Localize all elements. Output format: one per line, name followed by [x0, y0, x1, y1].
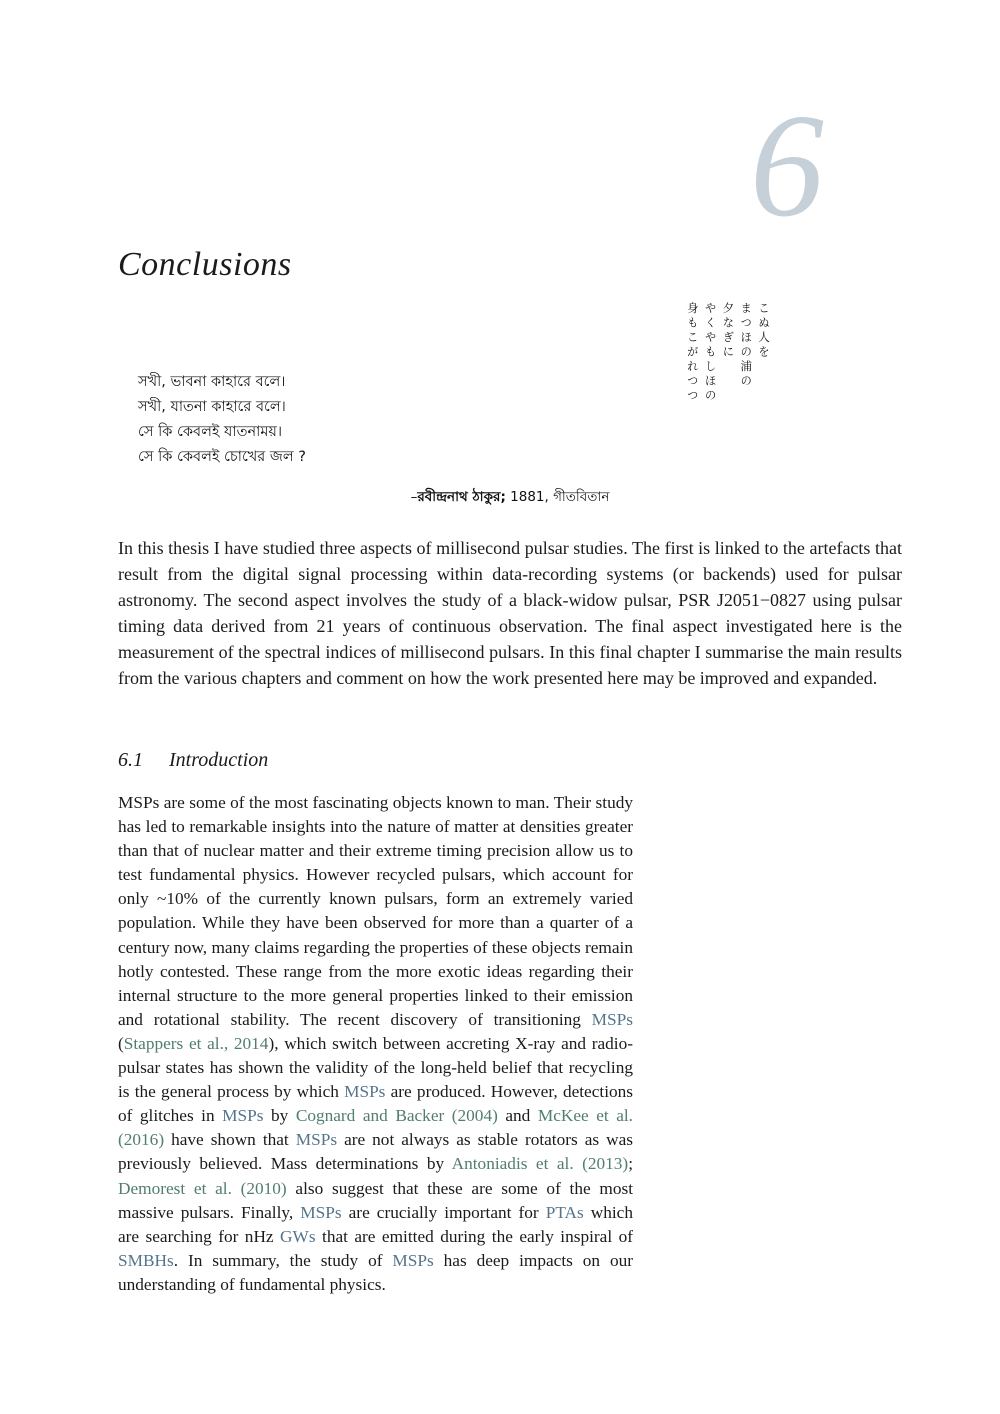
epigraph-attribution	[118, 486, 902, 509]
text-segment: are produced. However, detections of glitches in	[118, 1082, 633, 1126]
chapter-number: 6	[750, 84, 824, 248]
text-segment: has deep impacts on our understanding of fundamental physics.	[118, 1250, 634, 1294]
text-segment: . In summary, the study of	[173, 1250, 393, 1270]
section-heading	[118, 749, 268, 772]
section-number: 6.1	[118, 749, 143, 771]
text-segment: and	[497, 1106, 538, 1126]
acronym-link[interactable]: MSPs	[344, 1082, 386, 1102]
text-segment: are not always as stable rotators as was previously believed. Mass determinations by	[118, 1130, 633, 1174]
text-segment: –	[410, 489, 418, 505]
bengali-poem-line: সখী, যাতনা কাহারে বলে।	[138, 399, 286, 415]
bengali-poem-line: সে কি কেবলই যাতনাময়।	[138, 424, 283, 440]
text-segment: that are emitted during the early inspiral of	[315, 1226, 633, 1246]
japanese-poem-column: まつほの浦の	[739, 302, 754, 389]
text-segment: 1881, গীতবিতান	[505, 489, 610, 505]
acronym-link[interactable]: GWs	[280, 1226, 316, 1246]
acronym-link[interactable]: MSPs	[295, 1130, 338, 1150]
text-segment: have shown that	[164, 1130, 296, 1150]
chapter-title: Conclusions	[118, 246, 292, 283]
bengali-epigraph	[138, 370, 306, 470]
acronym-link[interactable]: PTAs	[545, 1202, 584, 1222]
text-segment: also suggest that these are some of the most massive pulsars. Finally,	[118, 1178, 633, 1222]
citation-link[interactable]: Stappers et al., 2014	[123, 1033, 269, 1053]
acronym-link[interactable]: MSPs	[591, 1009, 633, 1029]
text-segment: রবীন্দ্রনাথ ঠাকুর;	[417, 489, 506, 505]
acronym-link[interactable]: SMBHs	[118, 1250, 174, 1270]
text-segment: which are searching for nHz	[118, 1202, 633, 1246]
japanese-poem-column: こぬ人を	[757, 302, 771, 360]
chapter-lead-paragraph: In this thesis I have studied three aspects of millisecond pulsar studies. The first is linked to the artefacts that result from the digital signal processing within data-recording systems (or backends) used for pulsar astronomy. The second aspect involves the study of a black-widow pulsar, PSR J2051−0827 using pulsar timing data derived from 21 years of continuous observation. The final aspect investigated here is the measurement of the spectral indices of millisecond pulsars. In this final chapter I summarise the main results from the various chapters and comment on how the work presented here may be improved and expanded.	[118, 538, 902, 688]
japanese-epigraph	[683, 302, 772, 420]
japanese-poem-column: 身もこがれつつ	[685, 302, 700, 404]
acronym-link[interactable]: MSPs	[222, 1106, 264, 1126]
citation-link[interactable]: Antoniadis et al. (2013)	[451, 1154, 629, 1174]
text-segment: ), which switch between accreting X-ray and radio-pulsar states has shown the validity of the long-held belief that recycling is the general process by which	[118, 1033, 634, 1102]
text-segment: MSPs are some of the most fascinating objects known to man. Their study has led to remarkable insights into the nature of matter at densities greater than that of nuclear matter and their extreme timing precision allow us to test fundamental physics. However recycled pulsars, which account for only ~10% of the currently known pulsars, form an extremely varied population. While they have been observed for more than a quarter of a century now, many claims regarding the properties of these objects remain hotly contested. These range from the more exotic ideas regarding their internal structure to the more general properties linked to their emission and rotational stability. The recent discovery of transitioning	[118, 793, 633, 1029]
text-segment: (	[118, 1033, 124, 1053]
bengali-poem-line: সে কি কেবলই চোখের জল ?	[138, 449, 306, 465]
citation-link[interactable]: Cognard and Backer (2004)	[295, 1106, 498, 1126]
japanese-poem-column: やくやもしほの	[703, 302, 718, 404]
section-title: Introduction	[169, 749, 269, 771]
acronym-link[interactable]: MSPs	[392, 1250, 434, 1270]
citation-link[interactable]: Demorest et al. (2010)	[118, 1178, 287, 1198]
text-segment: are crucially important for	[341, 1202, 546, 1222]
introduction-paragraph	[118, 791, 633, 1297]
acronym-link[interactable]: MSPs	[300, 1202, 342, 1222]
text-segment: by	[263, 1106, 296, 1126]
citation-link[interactable]: McKee et al. (2016)	[118, 1106, 634, 1150]
text-segment: ;	[628, 1154, 633, 1174]
bengali-poem-line: সখী, ভাবনা কাহারে বলে।	[138, 374, 286, 390]
japanese-poem-column: 夕なぎに	[721, 302, 736, 360]
